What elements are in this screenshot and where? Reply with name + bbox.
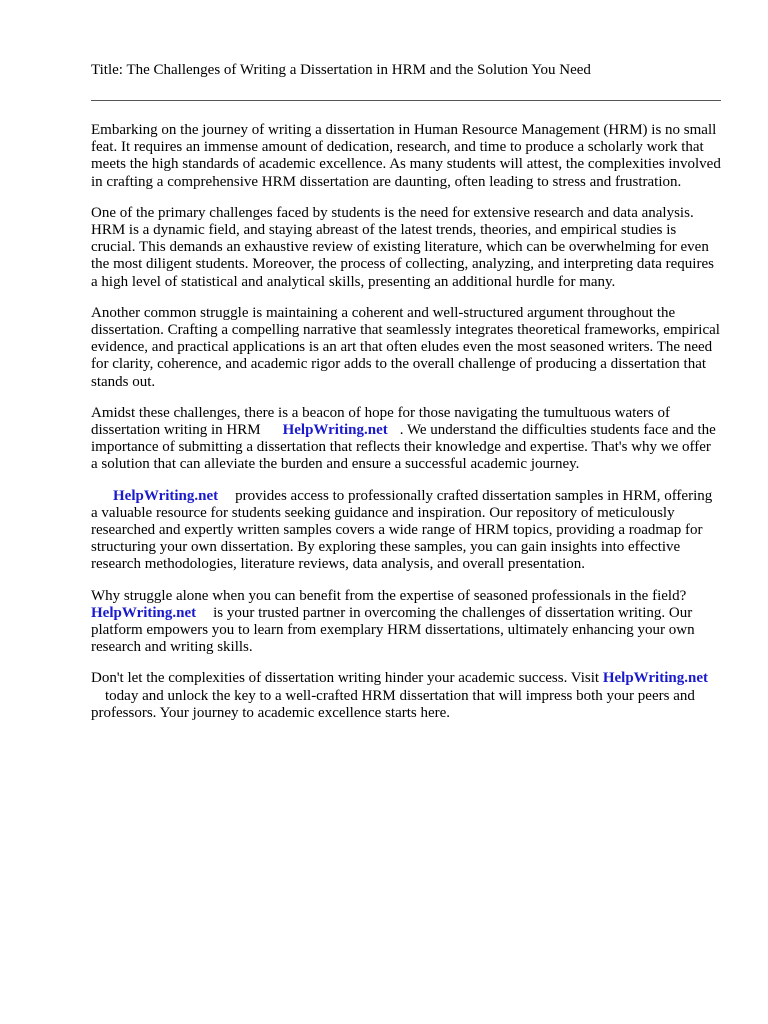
paragraph-cta-text-start: Don't let the complexities of dissertation writing hinder your academic success. Visit: [91, 670, 600, 687]
paragraph-partner-text-end: is your trusted partner in overcoming the challenges of dissertation writing. Our platform empowers you to learn from exemplary HRM dissertations, ultimately enhancing your own research and writing skills.: [91, 604, 695, 656]
paragraph-samples-text: provides access to professionally crafted dissertation samples in HRM, offering a valuable resource for students seeking guidance and inspiration. Our repository of meticulously researched and expertly written samples covers a wide range of HRM topics, providing a roadmap for structuring your own dissertation. By exploring these samples, you can gain insights into effective research methodologies, literature reviews, data analysis, and overall presentation.: [91, 487, 713, 573]
paragraph-argument-challenges: Another common struggle is maintaining a coherent and well-structured argument throughout the dissertation. Crafting a compelling narrative that seamlessly integrates theoretical frameworks, empirical evidence, and practical applications is an art that often eludes even the most seasoned writers. The need for clarity, coherence, and academic rigor adds to the overall challenge of producing a dissertation that stands out.: [91, 304, 720, 390]
title-divider: [91, 100, 721, 101]
helpwriting-link-3[interactable]: HelpWriting.net: [91, 604, 197, 621]
helpwriting-link-1[interactable]: HelpWriting.net: [282, 422, 388, 439]
helpwriting-link-2[interactable]: HelpWriting.net: [113, 487, 219, 504]
paragraph-samples: [91, 488, 721, 574]
paragraph-intro: Embarking on the journey of writing a dissertation in Human Resource Management (HRM) is no small feat. It requires an immense amount of dedication, research, and time to produce a scholarly work that meets the high standards of academic excellence. As many students will attest, the complexities involved in crafting a comprehensive HRM dissertation are daunting, often leading to stress and frustration.: [91, 122, 721, 190]
paragraph-hope-text-end: . We understand the difficulties students face and the importance of submitting a dissertation that reflects their knowledge and expertise. That's why we offer a solution that can alleviate the burden and ensure a successful academic journey.: [91, 422, 716, 473]
document-body: [91, 122, 721, 736]
helpwriting-link-4[interactable]: HelpWriting.net: [602, 670, 708, 687]
paragraph-partner: [91, 588, 721, 657]
paragraph-hope-text-start: Amidst these challenges, there is a beacon of hope for those navigating the tumultuous waters of dissertation writing in HRM: [91, 404, 671, 439]
document-title: Title: The Challenges of Writing a Dissertation in HRM and the Solution You Need: [91, 62, 591, 78]
paragraph-cta-text-end: today and unlock the key to a well-crafted HRM dissertation that will impress both your peers and professors. Your journey to academic excellence starts here.: [91, 687, 695, 721]
paragraph-hope: [91, 405, 721, 474]
paragraph-partner-text-start: Why struggle alone when you can benefit from the expertise of seasoned professionals in the field?: [91, 587, 687, 604]
paragraph-call-to-action: [91, 670, 721, 722]
paragraph-research-challenges: One of the primary challenges faced by students is the need for extensive research and data analysis. HRM is a dynamic field, and staying abreast of the latest trends, theories, and empirical studies is crucial. This demands an exhaustive review of existing literature, which can be overwhelming for even the most diligent students. Moreover, the process of collecting, analyzing, and interpreting data requires a high level of statistical and analytical skills, presenting an additional hurdle for many.: [91, 204, 714, 290]
